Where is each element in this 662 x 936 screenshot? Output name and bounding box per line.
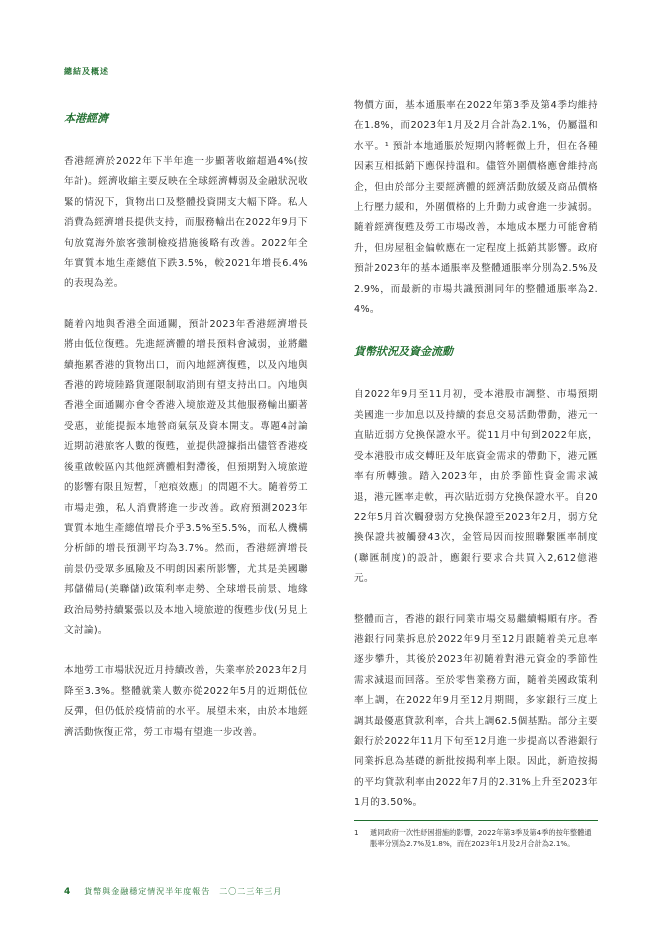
footer-title: 貨幣與金融穩定情況半年度報告 二〇二三年三月 xyxy=(84,887,283,896)
footnote xyxy=(354,827,598,850)
right-column xyxy=(354,96,598,850)
footnote-number: 1 xyxy=(354,827,359,837)
page-footer xyxy=(64,886,282,897)
paragraph: 自2022年9月至11月初，受本港股市調整、市場預期美國進一步加息以及持續的套息交易活動帶動，港元一直貼近弱方兌換保證水平。從11月中旬到2022年底，受本港股市成交轉旺及年底資金需求的帶動下，港元匯率有所轉強。踏入2023年，由於季節性資金需求減退，港元匯率走軟，再次貼近弱方兌換保證水平。自2022年5月首次觸發弱方兌換保證至2023年2月，弱方兌換保證共被觸發43次，金管局因而按照聯繫匯率制度(聯匯制度)的設計，應銀行要求合共買入2,612億港元。 xyxy=(354,389,598,585)
footnote-divider xyxy=(354,820,598,821)
running-header: 總結及概述 xyxy=(64,67,109,76)
footnote-text: 遞同政府一次性紓困措施的影響，2022年第3季及第4季的按年整體通脹率分別為2.7%及1.8%，而在2023年1月及2月合計為2.1%。 xyxy=(370,827,592,849)
paragraph: 香港經濟於2022年下半年進一步顯著收縮超過4%(按年計)。經濟收縮主要反映在全球經濟轉弱及金融狀況收緊的情況下，貨物出口及整體投資開支大幅下降。私人消費為經濟增長提供支持，而服務輸出在2022年9月下旬放寬海外旅客強制檢疫措施後略有改善。2022年全年實質本地生產總值下跌3.5%，較2021年增長6.4%的表現為差。 xyxy=(64,156,308,290)
paragraph: 整體而言，香港的銀行同業市場交易繼續暢順有序。香港銀行同業拆息於2022年9月至12月跟隨着美元息率逐步攀升，其後於2023年初隨着對港元資金的季節性需求減退而回落。至於零售業務方面，隨着美國政策利率上調，在2022年9月至12月期間，多家銀行三度上調其最優惠貸款利率，合共上調62.5個基點。部分主要銀行於2022年11月下旬至12月進一步提高以香港銀行同業拆息為基礎的新批按揭利率上限。因此，新造按揭的平均貸款利率由2022年7月的2.31%上升至2023年1月的3.50%。 xyxy=(354,613,598,809)
paragraph: 物價方面，基本通脹率在2022年第3季及第4季均維持在1.8%，而2023年1月及2月合計為2.1%，仍屬溫和水平。¹ 預計本地通脹於短期內將輕微上升，但在各種因素互相抵銷下應保持溫和。儘管外圍價格應會維持高企，但由於部分主要經濟體的經濟活動放緩及商品價格上行壓力緩和，外圍價格的上升動力或會進一步減弱。隨着經濟復甦及勞工市場改善，本地成本壓力可能會稍升，但房屋租金偏軟應在一定程度上抵銷其影響。政府預計2023年的基本通脹率及整體通脹率分別為2.5%及2.9%，而最新的市場共識預測同年的整體通脹率為2.4%。 xyxy=(354,100,598,316)
paragraph: 隨着內地與香港全面通關，預計2023年香港經濟增長將由低位復甦。先進經濟體的增長預料會減弱，並將繼續拖累香港的貨物出口，而內地經濟復甦，以及內地與香港的跨境陸路貨運限制取消則有望支持出口。內地與香港全面通關亦會令香港入境旅遊及其他服務輸出顯著受惠，並能提振本地營商氣氛及資本開支。專題4討論近期訪港旅客人數的復甦，並提供證據指出儘管香港疫後重啟較區內其他經濟體相對滯後，但預期對入境旅遊的影響有限且短暫，「疤痕效應」的問題不大。隨着勞工市場走強，私人消費將進一步改善。政府預測2023年實質本地生產總值增長介乎3.5%至5.5%，而私人機構分析師的增長預測平均為3.7%。然而，香港經濟增長前景仍受眾多風險及不明朗因素所影響，尤其是美國聯邦儲備局(美聯儲)政策利率走勢、全球增長前景、地緣政治局勢持續緊張以及本地入境旅遊的復甦步伐(另見上文討論)。 xyxy=(64,318,308,636)
page-number: 4 xyxy=(64,886,71,897)
section-title-monetary-conditions: 貨幣狀況及資金流動 xyxy=(354,345,453,359)
section-title-hk-economy: 本港經濟 xyxy=(64,112,108,125)
paragraph: 本地勞工市場狀況近月持續改善，失業率於2023年2月降至3.3%。整體就業人數亦從2022年5月的近期低位反彈，但仍低於疫情前的水平。展望未來，由於本地經濟活動恢復正常，勞工市場有望進一步改善。 xyxy=(64,665,308,738)
left-column xyxy=(64,96,308,763)
